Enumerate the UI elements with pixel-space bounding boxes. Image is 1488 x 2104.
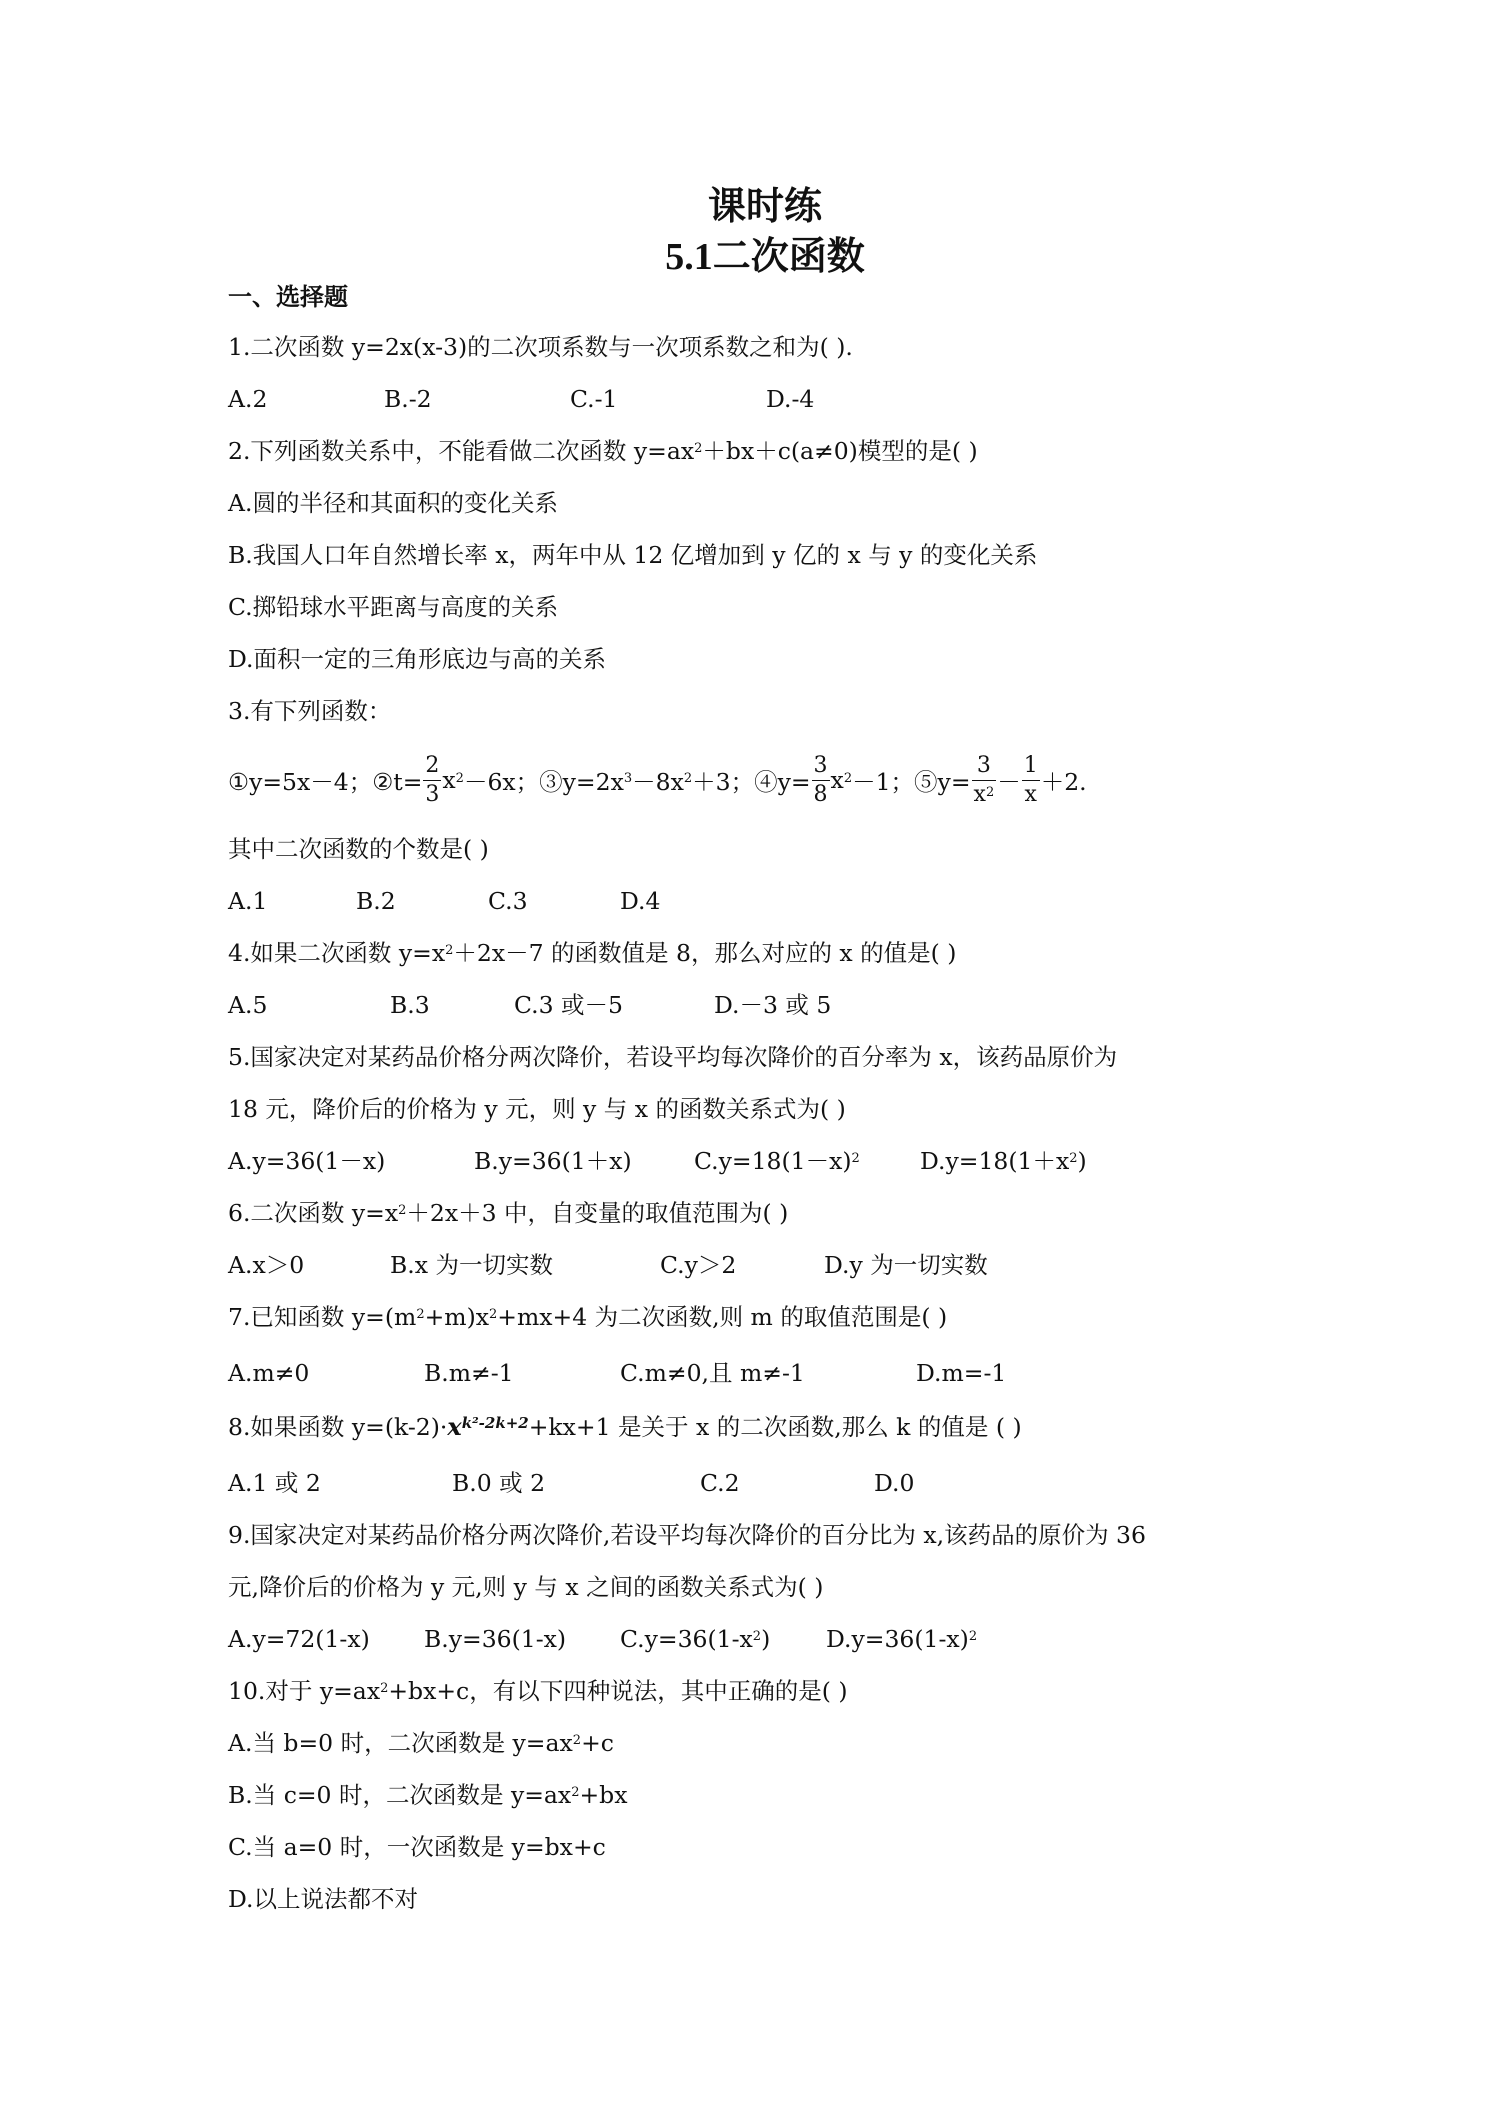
- q5-option-d-text: D.y=18(1＋x: [920, 1147, 1070, 1175]
- q6-stem-sup: 2: [398, 1203, 407, 1218]
- q3-f5-num: 3: [972, 752, 997, 781]
- q2-option-d: D.面积一定的三角形底边与高的关系: [228, 645, 606, 673]
- q4-option-b: B.3: [390, 991, 430, 1019]
- q8-power-x: [447, 1412, 528, 1441]
- q10-stem-pre: 10.对于 y=ax: [228, 1677, 381, 1705]
- q10-stem-post: +bx+c，有以下四种说法，其中正确的是( ): [388, 1677, 848, 1705]
- question-2-stem: [228, 436, 978, 466]
- q2-option-c: C.掷铅球水平距离与高度的关系: [228, 593, 559, 621]
- question-4-stem: [228, 938, 956, 968]
- q4-option-c: C.3 或－5: [514, 991, 623, 1019]
- q10-option-b-post: +bx: [579, 1781, 628, 1809]
- q6-option-a: A.x＞0: [228, 1251, 305, 1279]
- question-10-stem: [228, 1676, 848, 1706]
- q3-f1: ①y=5x－4；②t=: [228, 768, 423, 796]
- q4-stem-post: ＋2x－7 的函数值是 8，那么对应的 x 的值是( ): [453, 939, 957, 967]
- q3-f5-post: ＋2.: [1040, 768, 1087, 796]
- q3-f3-post: ＋3；④y=: [692, 768, 811, 796]
- q3-f4-post-b: －1；⑤y=: [852, 768, 971, 796]
- q3-follow-up: 其中二次函数的个数是( ): [228, 835, 489, 863]
- q3-f4-sup: 2: [843, 770, 853, 786]
- q5-option-c: [694, 1146, 860, 1176]
- q8-stem-post: +kx+1 是关于 x 的二次函数,那么 k 的值是 ( ): [528, 1413, 1022, 1441]
- q2-option-b: B.我国人口年自然增长率 x，两年中从 12 亿增加到 y 亿的 x 与 y 的变化关系: [228, 541, 1038, 569]
- q7-stem-post: +mx+4 为二次函数,则 m 的取值范围是( ): [497, 1303, 948, 1331]
- question-1-stem: 1.二次函数 y=2x(x-3)的二次项系数与一次项系数之和为( ).: [228, 333, 853, 361]
- q6-option-c: C.y＞2: [660, 1251, 737, 1279]
- q3-f3-mid: －8x: [632, 768, 684, 796]
- q10-option-a-post: +c: [581, 1729, 614, 1757]
- q4-stem-sup: 2: [445, 943, 454, 958]
- q2-stem-sup: 2: [694, 441, 703, 456]
- q3-functions-list: [228, 735, 1087, 825]
- q7-option-b: B.m≠-1: [424, 1359, 514, 1387]
- q3-f2-sup: 2: [455, 770, 464, 786]
- question-6-stem: [228, 1198, 788, 1228]
- q2-stem-pre: 2.下列函数关系中，不能看做二次函数 y=ax: [228, 437, 695, 465]
- q3-f5-den-a: x: [973, 781, 986, 807]
- q10-option-b: [228, 1780, 627, 1810]
- question-9-stem-1: 9.国家决定对某药品价格分两次降价,若设平均每次降价的百分比为 x,该药品的原价为 36: [228, 1521, 1146, 1549]
- q3-option-c: C.3: [488, 887, 528, 915]
- q5-option-d: [920, 1146, 1087, 1176]
- q8-option-c: C.2: [700, 1469, 740, 1497]
- q6-option-d: D.y 为一切实数: [824, 1251, 988, 1279]
- q10-option-a-text: A.当 b=0 时，二次函数是 y=ax: [228, 1729, 573, 1757]
- q2-stem-post: ＋bx＋c(a≠0)模型的是( ): [702, 437, 978, 465]
- q7-option-a: A.m≠0: [228, 1359, 310, 1387]
- question-8-stem: [228, 1412, 1022, 1442]
- q3-f2-den: 3: [425, 781, 440, 807]
- q3-f5-den-sup: 2: [985, 784, 995, 800]
- question-3-stem: 3.有下列函数：: [228, 697, 392, 725]
- q3-f5-den: [972, 781, 997, 809]
- q8-base: x: [447, 1412, 462, 1441]
- q3-f2-post-a: x: [442, 766, 456, 794]
- q3-f2-post-b: －6x；③y=2x: [463, 768, 624, 796]
- q9-option-c-post: ): [761, 1625, 771, 1653]
- q5-option-c-text: C.y=18(1－x): [694, 1147, 852, 1175]
- q3-option-b: B.2: [356, 887, 396, 915]
- q10-option-d: D.以上说法都不对: [228, 1885, 418, 1913]
- q3-f2-num: 2: [423, 752, 441, 781]
- q3-option-a: A.1: [228, 887, 268, 915]
- question-5-stem-1: 5.国家决定对某药品价格分两次降价，若设平均每次降价的百分率为 x，该药品原价为: [228, 1043, 1118, 1071]
- question-9-stem-2: 元,降价后的价格为 y 元,则 y 与 x 之间的函数关系式为( ): [228, 1573, 824, 1601]
- q7-option-d: D.m=-1: [916, 1359, 1007, 1387]
- q9-option-d: [826, 1624, 977, 1654]
- q7-stem-mid: +m)x: [424, 1303, 489, 1331]
- q3-f4-den: 8: [813, 781, 828, 807]
- q1-option-a: A.2: [228, 385, 268, 413]
- q3-f5-num2: 1: [1022, 752, 1040, 781]
- q9-option-a: A.y=72(1-x): [228, 1625, 370, 1653]
- q10-option-b-text: B.当 c=0 时，二次函数是 y=ax: [228, 1781, 572, 1809]
- q3-fraction-1-x: [1022, 752, 1040, 809]
- q3-f3-sup2: 2: [683, 770, 693, 786]
- q2-option-a: A.圆的半径和其面积的变化关系: [228, 489, 558, 517]
- q5-option-c-sup: 2: [851, 1151, 860, 1166]
- q3-f4-post-a: x: [830, 766, 844, 794]
- page-title: 课时练: [707, 186, 822, 228]
- q6-stem-post: ＋2x＋3 中，自变量的取值范围为( ): [406, 1199, 789, 1227]
- q8-option-a: A.1 或 2: [228, 1469, 321, 1497]
- question-5-stem-2: 18 元，降价后的价格为 y 元，则 y 与 x 的函数关系式为( ): [228, 1095, 846, 1123]
- q8-exponent: k²-2k+2: [461, 1414, 529, 1432]
- q7-stem-sup1: 2: [416, 1307, 425, 1322]
- q5-option-d-sup: 2: [1069, 1151, 1078, 1166]
- q3-fraction-2-3: [423, 752, 441, 809]
- q8-option-d: D.0: [874, 1469, 915, 1497]
- q6-stem-pre: 6.二次函数 y=x: [228, 1199, 399, 1227]
- q10-option-a-sup: 2: [572, 1733, 582, 1748]
- section-heading: 一、选择题: [228, 282, 348, 311]
- q7-stem-pre: 7.已知函数 y=(m: [228, 1303, 417, 1331]
- q4-option-a: A.5: [228, 991, 268, 1019]
- q4-stem-pre: 4.如果二次函数 y=x: [228, 939, 446, 967]
- q10-option-c: C.当 a=0 时，一次函数是 y=bx+c: [228, 1833, 606, 1861]
- q9-option-d-sup: 2: [968, 1629, 978, 1644]
- q1-option-c: C.-1: [570, 385, 618, 413]
- q8-stem-pre: 8.如果函数 y=(k-2)·: [228, 1413, 448, 1441]
- q1-option-d: D.-4: [766, 385, 815, 413]
- q3-f5-mid: －: [997, 768, 1021, 796]
- q3-option-d: D.4: [620, 887, 661, 915]
- q10-option-b-sup: 2: [571, 1785, 580, 1800]
- page-subtitle: 5.1二次函数: [665, 236, 865, 278]
- q10-stem-sup: 2: [380, 1681, 389, 1696]
- q9-option-b: B.y=36(1-x): [424, 1625, 567, 1653]
- q3-f4-num: 3: [812, 752, 830, 781]
- q9-option-c: [620, 1624, 770, 1654]
- q9-option-c-text: C.y=36(1-x: [620, 1625, 753, 1653]
- q3-f5-den2: x: [1024, 781, 1037, 807]
- q4-option-d: D.－3 或 5: [714, 991, 832, 1019]
- q3-f3-sup1: 3: [623, 770, 633, 786]
- q5-option-b: B.y=36(1＋x): [474, 1147, 632, 1175]
- q9-option-c-sup: 2: [752, 1629, 762, 1644]
- q3-fraction-3-x2: [972, 752, 997, 809]
- q7-stem-sup2: 2: [489, 1307, 498, 1322]
- q5-option-a: A.y=36(1－x): [228, 1147, 386, 1175]
- q8-option-b: B.0 或 2: [452, 1469, 546, 1497]
- q5-option-d-post: ): [1077, 1147, 1087, 1175]
- q9-option-d-text: D.y=36(1-x): [826, 1625, 969, 1653]
- q10-option-a: [228, 1728, 614, 1758]
- q6-option-b: B.x 为一切实数: [390, 1251, 553, 1279]
- q1-option-b: B.-2: [384, 385, 432, 413]
- q7-option-c: C.m≠0,且 m≠-1: [620, 1359, 805, 1387]
- q3-fraction-3-8: [812, 752, 830, 809]
- question-7-stem: [228, 1302, 947, 1332]
